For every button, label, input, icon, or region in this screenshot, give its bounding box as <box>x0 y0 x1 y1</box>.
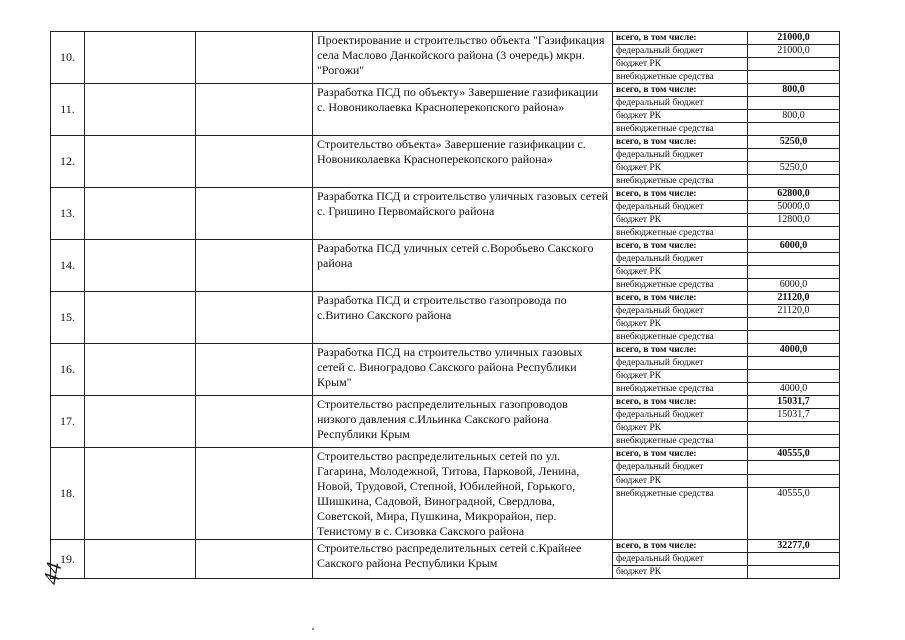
funding-total-amount: 15031,7 <box>748 396 840 409</box>
project-description: Строительство распределительных сетей с.Крайнее Сакского района Республики Крым <box>313 540 613 579</box>
row-number: 12. <box>51 136 85 188</box>
funding-total-label: всего, в том числе: <box>613 136 748 149</box>
row-number: 17. <box>51 396 85 448</box>
funding-total-amount: 62800,0 <box>748 188 840 201</box>
funding-source-label: федеральный бюджет <box>613 409 748 422</box>
empty-cell <box>85 84 196 136</box>
funding-source-label: внебюджетные средства <box>613 175 748 188</box>
empty-cell <box>85 32 196 84</box>
table-row <box>51 448 840 461</box>
funding-amount <box>748 370 840 383</box>
funding-total-label: всего, в том числе: <box>613 188 748 201</box>
project-description: Разработка ПСД и строительство уличных газовых сетей с. Гришино Первомайского района <box>313 188 613 240</box>
empty-cell <box>85 396 196 448</box>
funding-amount <box>748 357 840 370</box>
funding-total-label: всего, в том числе: <box>613 32 748 45</box>
row-number: 19. <box>51 540 85 579</box>
funding-amount: 15031,7 <box>748 409 840 422</box>
funding-amount <box>748 58 840 71</box>
funding-amount <box>748 71 840 84</box>
funding-source-label: бюджет РК <box>613 474 748 487</box>
funding-total-amount: 5250,0 <box>748 136 840 149</box>
table-row <box>51 84 840 97</box>
project-description: Разработка ПСД по объекту» Завершение газификации с. Новониколаевка Красноперекопского района» <box>313 84 613 136</box>
funding-amount <box>748 461 840 474</box>
funding-source-label: федеральный бюджет <box>613 461 748 474</box>
funding-total-amount: 21120,0 <box>748 292 840 305</box>
project-description: Разработка ПСД на строительство уличных газовых сетей с. Виноградово Сакского района Республики Крым" <box>313 344 613 396</box>
funding-source-label: федеральный бюджет <box>613 357 748 370</box>
row-number: 10. <box>51 32 85 84</box>
project-description: Проектирование и строительство объекта "Газификация села Маслово Данкойского района (3 очередь) мкрн. "Рогожи" <box>313 32 613 84</box>
funding-total-amount: 32277,0 <box>748 540 840 553</box>
row-number: 11. <box>51 84 85 136</box>
row-number: 13. <box>51 188 85 240</box>
funding-source-label: федеральный бюджет <box>613 553 748 566</box>
project-description: Строительство распределительных газопроводов низкого давления с.Ильинка Сакского района Республики Крым <box>313 396 613 448</box>
table-row <box>51 188 840 201</box>
table-row <box>51 292 840 305</box>
table-row <box>51 32 840 45</box>
funding-amount <box>748 318 840 331</box>
funding-source-label: бюджет РК <box>613 58 748 71</box>
funding-source-label: внебюджетные средства <box>613 123 748 136</box>
funding-source-label: федеральный бюджет <box>613 97 748 110</box>
funding-source-label: внебюджетные средства <box>613 71 748 84</box>
funding-source-label: федеральный бюджет <box>613 253 748 266</box>
row-number: 18. <box>51 448 85 540</box>
funding-amount <box>748 227 840 240</box>
funding-amount <box>748 566 840 579</box>
empty-cell <box>196 396 313 448</box>
funding-amount <box>748 435 840 448</box>
empty-cell <box>196 344 313 396</box>
funding-amount <box>748 149 840 162</box>
funding-amount <box>748 553 840 566</box>
empty-cell <box>196 540 313 579</box>
empty-cell <box>196 136 313 188</box>
funding-amount <box>748 175 840 188</box>
empty-cell <box>196 32 313 84</box>
funding-source-label: федеральный бюджет <box>613 201 748 214</box>
funding-total-label: всего, в том числе: <box>613 448 748 461</box>
funding-source-label: внебюджетные средства <box>613 331 748 344</box>
table-row <box>51 344 840 357</box>
scan-speck <box>312 628 314 630</box>
funding-source-label: бюджет РК <box>613 162 748 175</box>
funding-source-label: бюджет РК <box>613 370 748 383</box>
table-row <box>51 136 840 149</box>
funding-total-amount: 21000,0 <box>748 32 840 45</box>
project-description: Разработка ПСД уличных сетей с.Воробьево Сакского района <box>313 240 613 292</box>
row-number: 16. <box>51 344 85 396</box>
project-description: Строительство объекта» Завершение газификации с. Новониколаевка Красноперекопского района» <box>313 136 613 188</box>
table-row <box>51 396 840 409</box>
funding-amount <box>748 266 840 279</box>
table-row <box>51 240 840 253</box>
funding-source-label: бюджет РК <box>613 110 748 123</box>
funding-amount: 5250,0 <box>748 162 840 175</box>
funding-total-label: всего, в том числе: <box>613 292 748 305</box>
funding-source-label: внебюджетные средства <box>613 227 748 240</box>
empty-cell <box>85 292 196 344</box>
funding-amount: 12800,0 <box>748 214 840 227</box>
funding-total-amount: 6000,0 <box>748 240 840 253</box>
funding-table-body <box>51 32 840 579</box>
empty-cell <box>196 84 313 136</box>
funding-amount: 800,0 <box>748 110 840 123</box>
funding-total-label: всего, в том числе: <box>613 396 748 409</box>
funding-source-label: федеральный бюджет <box>613 305 748 318</box>
project-description: Разработка ПСД и строительство газопровода по с.Витино Сакского района <box>313 292 613 344</box>
empty-cell <box>196 292 313 344</box>
funding-total-label: всего, в том числе: <box>613 240 748 253</box>
empty-cell <box>196 240 313 292</box>
funding-amount <box>748 331 840 344</box>
funding-amount: 21120,0 <box>748 305 840 318</box>
funding-total-amount: 40555,0 <box>748 448 840 461</box>
funding-total-amount: 800,0 <box>748 84 840 97</box>
funding-total-label: всего, в том числе: <box>613 84 748 97</box>
funding-source-label: внебюджетные средства <box>613 435 748 448</box>
funding-source-label: бюджет РК <box>613 214 748 227</box>
funding-total-amount: 4000,0 <box>748 344 840 357</box>
empty-cell <box>196 448 313 540</box>
funding-amount <box>748 422 840 435</box>
funding-total-label: всего, в том числе: <box>613 344 748 357</box>
funding-source-label: бюджет РК <box>613 566 748 579</box>
funding-source-label: бюджет РК <box>613 266 748 279</box>
empty-cell <box>85 136 196 188</box>
funding-amount: 40555,0 <box>748 487 840 539</box>
empty-cell <box>85 344 196 396</box>
funding-source-label: федеральный бюджет <box>613 45 748 58</box>
project-description: Строительство распределительных сетей по ул. Гагарина, Молодежной, Титова, Парковой, Ленина, Новой, Трудовой, Степной, Юбилейной, Горького, Шишкина, Садовой, Виноградной, Свердлова, Советской, Мира, Пушкина, Микрорайон, пер. Тенистому в с. Сизовка Сакского района <box>313 448 613 540</box>
funding-total-label: всего, в том числе: <box>613 540 748 553</box>
funding-source-label: внебюджетные средства <box>613 383 748 396</box>
row-number: 14. <box>51 240 85 292</box>
empty-cell <box>196 188 313 240</box>
funding-amount <box>748 253 840 266</box>
funding-amount <box>748 474 840 487</box>
empty-cell <box>85 240 196 292</box>
empty-cell <box>85 540 196 579</box>
funding-amount: 6000,0 <box>748 279 840 292</box>
funding-amount <box>748 97 840 110</box>
funding-amount <box>748 123 840 136</box>
row-number: 15. <box>51 292 85 344</box>
funding-amount: 4000,0 <box>748 383 840 396</box>
funding-source-label: бюджет РК <box>613 318 748 331</box>
funding-source-label: федеральный бюджет <box>613 149 748 162</box>
funding-amount: 21000,0 <box>748 45 840 58</box>
empty-cell <box>85 188 196 240</box>
funding-source-label: внебюджетные средства <box>613 279 748 292</box>
funding-amount: 50000,0 <box>748 201 840 214</box>
funding-source-label: внебюджетные средства <box>613 487 748 539</box>
funding-table <box>50 31 840 579</box>
funding-source-label: бюджет РК <box>613 422 748 435</box>
table-row <box>51 540 840 553</box>
empty-cell <box>85 448 196 540</box>
handwritten-page-number: 44 <box>38 560 67 587</box>
